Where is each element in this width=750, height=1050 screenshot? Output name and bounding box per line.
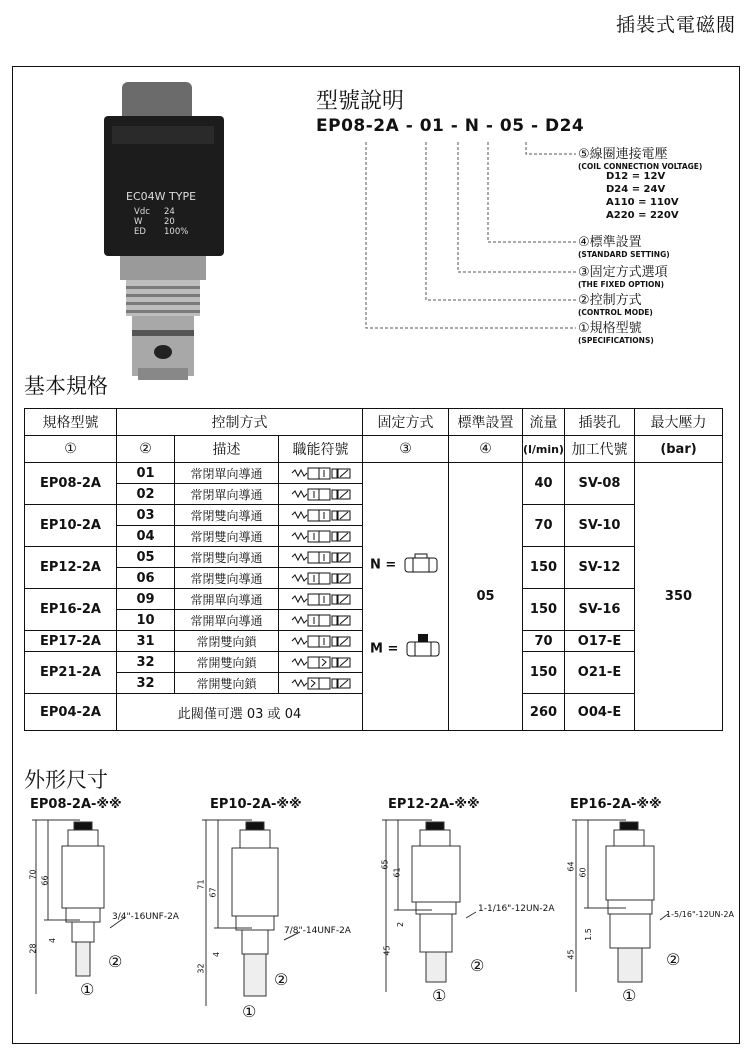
symbol-cell	[279, 463, 363, 484]
symbol-cell	[279, 631, 363, 652]
cavity-cell: O21-E	[565, 652, 635, 694]
valve-symbol-icon	[290, 488, 352, 501]
model-cell: EP04-2A	[25, 694, 117, 731]
model-cell: EP12-2A	[25, 547, 117, 589]
dim-value: 70	[28, 869, 38, 880]
symbol-cell	[279, 505, 363, 526]
cavity-cell: SV-12	[565, 547, 635, 589]
control-desc: 常開單向導通	[175, 589, 279, 610]
header-control: 控制方式	[117, 409, 363, 436]
dim-value: 45	[566, 949, 576, 960]
header-pressure-unit: (bar)	[635, 436, 723, 463]
coil-label: EC04W TYPE	[126, 190, 197, 203]
header-cavity: 插裝孔	[565, 409, 635, 436]
dim-value: 61	[392, 867, 402, 878]
valve-symbol-icon	[290, 551, 352, 564]
control-code: 32	[117, 652, 175, 673]
model-explanation-title: 型號說明	[316, 89, 405, 114]
valve-symbol-icon	[290, 635, 352, 648]
legend-setting: ④標準設置 (STANDARD SETTING)	[578, 235, 670, 259]
control-desc: 常閉雙向導通	[175, 568, 279, 589]
page-header-title: 插裝式電磁閥	[615, 14, 736, 36]
dim-value: 4	[212, 951, 222, 958]
model-cell: EP17-2A	[25, 631, 117, 652]
control-desc: 常閉雙向導通	[175, 547, 279, 568]
drawing-title: EP10-2A-※※	[210, 797, 302, 812]
control-code: 05	[117, 547, 175, 568]
thread-label: 3/4"-16UNF-2A	[112, 912, 179, 922]
symbol-cell	[279, 547, 363, 568]
cavity-cell: SV-10	[565, 505, 635, 547]
symbol-cell	[279, 568, 363, 589]
coil-specs: Vdc 24 W 20 ED 100%	[134, 207, 189, 237]
control-code: 31	[117, 631, 175, 652]
header-desc: 描述	[175, 436, 279, 463]
legend-voltage-values: D12 = 12V D24 = 24V A110 = 110V A220 = 220V	[606, 171, 679, 221]
symbol-cell	[279, 589, 363, 610]
flow-cell: 150	[523, 547, 565, 589]
basic-specs-title: 基本規格	[24, 374, 108, 398]
dim-value: 71	[196, 879, 206, 890]
thread-label: 1-1/16"-12UN-2A	[478, 904, 555, 914]
drawing-title: EP16-2A-※※	[570, 797, 662, 812]
header-flow-unit: (l/min)	[523, 436, 565, 463]
thread-label: 7/8"-14UNF-2A	[284, 926, 351, 936]
header-flow: 流量	[523, 409, 565, 436]
dim-value: 32	[196, 963, 206, 974]
ep04-note: 此閥僅可選 03 或 04	[117, 694, 363, 731]
fixed-option-n: N =	[370, 552, 441, 578]
dimension-drawing-ep12	[372, 816, 555, 1016]
control-desc: 常閉單向導通	[175, 484, 279, 505]
control-desc: 常閉雙向鎖	[175, 631, 279, 652]
mark-1: ①	[432, 986, 447, 1005]
cavity-cell: SV-08	[565, 463, 635, 505]
dim-value: 1.5	[583, 928, 593, 941]
model-leader-lines	[340, 138, 580, 338]
dim-value: 2	[396, 921, 406, 928]
fixed-option-m: M =	[370, 634, 443, 664]
valve-symbol-icon	[290, 677, 352, 690]
mark-2: ②	[108, 952, 123, 971]
model-cell: EP10-2A	[25, 505, 117, 547]
header-pressure: 最大壓力	[635, 409, 723, 436]
header-setting: 標準設置	[449, 409, 523, 436]
header-cavity-sub: 加工代號	[565, 436, 635, 463]
symbol-cell	[279, 673, 363, 694]
legend-fixed: ③固定方式選項 (THE FIXED OPTION)	[578, 265, 668, 289]
mark-1: ①	[242, 1002, 257, 1021]
thread-label: 1-5/16"-12UN-2A	[666, 910, 734, 919]
dim-value: 60	[578, 867, 588, 878]
dim-value: 64	[566, 861, 576, 872]
header-n1: ①	[25, 436, 117, 463]
flow-cell: 260	[523, 694, 565, 731]
flow-cell: 150	[523, 589, 565, 631]
header-model: 規格型號	[25, 409, 117, 436]
symbol-cell	[279, 610, 363, 631]
control-desc: 常開單向導通	[175, 610, 279, 631]
control-code: 04	[117, 526, 175, 547]
control-code: 32	[117, 673, 175, 694]
cavity-cell: O17-E	[565, 631, 635, 652]
header-n3: ③	[363, 436, 449, 463]
legend-spec: ①規格型號 (SPECIFICATIONS)	[578, 321, 654, 345]
flow-cell: 40	[523, 463, 565, 505]
control-code: 06	[117, 568, 175, 589]
header-n2: ②	[117, 436, 175, 463]
valve-symbol-icon	[290, 467, 352, 480]
control-desc: 常開雙向鎖	[175, 673, 279, 694]
legend-control: ②控制方式 (CONTROL MODE)	[578, 293, 653, 317]
flow-cell: 70	[523, 505, 565, 547]
flow-cell: 150	[523, 652, 565, 694]
mark-1: ①	[80, 980, 95, 999]
dim-value: 65	[380, 859, 390, 870]
pressure-cell: 350	[635, 463, 723, 731]
model-cell: EP08-2A	[25, 463, 117, 505]
dim-value: 28	[28, 943, 38, 954]
fixed-options-cell	[363, 463, 449, 731]
model-cell: EP21-2A	[25, 652, 117, 694]
cavity-cell: O04-E	[565, 694, 635, 731]
control-code: 03	[117, 505, 175, 526]
mark-2: ②	[274, 970, 289, 989]
mark-1: ①	[622, 986, 637, 1005]
header-n4: ④	[449, 436, 523, 463]
control-code: 02	[117, 484, 175, 505]
header-fixed: 固定方式	[363, 409, 449, 436]
symbol-cell	[279, 652, 363, 673]
nut-n-icon	[401, 552, 441, 578]
drawing-title: EP12-2A-※※	[388, 797, 480, 812]
control-desc: 常開雙向鎖	[175, 652, 279, 673]
drawing-title: EP08-2A-※※	[30, 797, 122, 812]
valve-symbol-icon	[290, 614, 352, 627]
header-symbol: 職能符號	[279, 436, 363, 463]
control-desc: 常閉單向導通	[175, 463, 279, 484]
dimension-drawing-ep08	[24, 816, 184, 1006]
control-code: 10	[117, 610, 175, 631]
dimensions-title: 外形尺寸	[24, 768, 108, 792]
dim-value: 4	[48, 937, 58, 944]
valve-symbol-icon	[290, 530, 352, 543]
control-code: 09	[117, 589, 175, 610]
mark-2: ②	[666, 950, 681, 969]
dim-value: 67	[208, 887, 218, 898]
control-desc: 常閉雙向導通	[175, 526, 279, 547]
symbol-cell	[279, 484, 363, 505]
model-code: EP08-2A - 01 - N - 05 - D24	[316, 116, 585, 136]
setting-cell: 05	[449, 463, 523, 731]
control-code: 01	[117, 463, 175, 484]
valve-symbol-icon	[290, 656, 352, 669]
valve-symbol-icon	[290, 572, 352, 585]
cavity-cell: SV-16	[565, 589, 635, 631]
model-cell: EP16-2A	[25, 589, 117, 631]
legend-voltage: ⑤線圈連接電壓 (COIL CONNECTION VOLTAGE)	[578, 147, 703, 171]
dim-value: 45	[382, 945, 392, 956]
dim-value: 66	[40, 875, 50, 886]
control-desc: 常閉雙向導通	[175, 505, 279, 526]
mark-2: ②	[470, 956, 485, 975]
nut-m-icon	[403, 634, 443, 664]
symbol-cell	[279, 526, 363, 547]
flow-cell: 70	[523, 631, 565, 652]
valve-symbol-icon	[290, 509, 352, 522]
valve-symbol-icon	[290, 593, 352, 606]
